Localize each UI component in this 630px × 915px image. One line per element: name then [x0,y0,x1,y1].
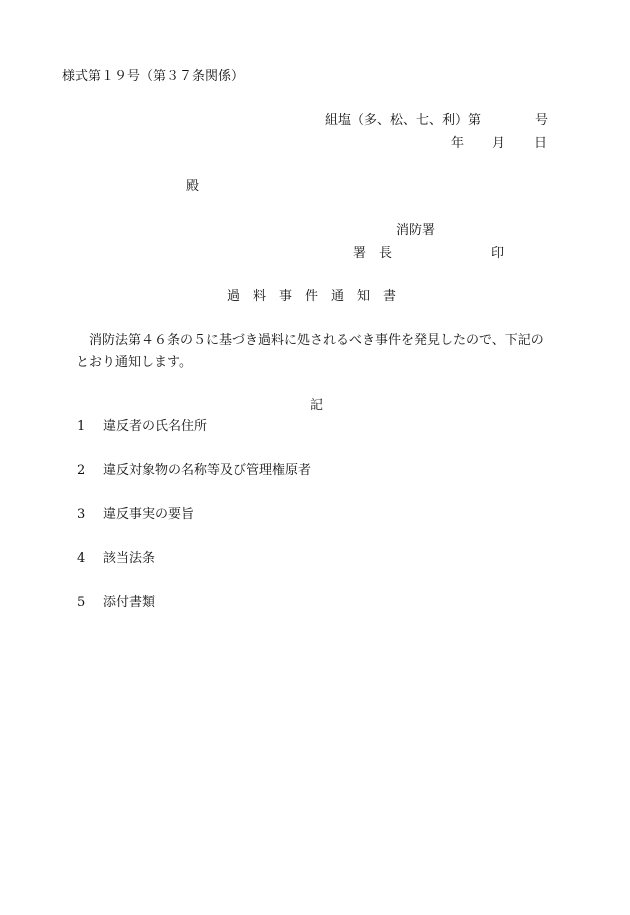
list-item-number: 5 [77,595,86,610]
list-item-text: 該当法条 [103,551,156,566]
body-text-line-1: 消防法第４６条の５に基づき過料に処されるべき事件を発見したので、下記の [89,333,544,348]
date-year-label: 年 [451,136,465,151]
document-number-prefix: 組塩（多、松、七、利）第 [325,113,482,128]
list-item [77,507,194,523]
recipient-honorific: 殿 [186,179,200,194]
date-month-label: 月 [492,136,506,151]
list-item-text: 違反事実の要旨 [103,507,195,522]
list-item-text: 添付書類 [103,595,156,610]
list-item-text: 違反対象物の名称等及び管理権原者 [103,463,312,478]
form-number: 様式第１９号（第３７条関係） [62,69,245,84]
list-item [77,595,155,611]
list-item-number: 4 [77,551,86,566]
sender-department: 消防署 [396,223,436,238]
list-item-number: 1 [77,419,86,434]
sender-title: 署 長 [353,246,393,261]
date-day-label: 日 [534,136,548,151]
document-number-suffix: 号 [535,113,549,128]
seal-mark: 印 [491,246,505,261]
list-item [77,463,311,479]
list-item-text: 違反者の氏名住所 [103,419,208,434]
document-title: 過 料 事 件 通 知 書 [227,289,397,304]
list-item [77,419,207,435]
body-text-line-2: とおり通知します。 [76,355,192,370]
list-item-number: 2 [77,463,86,478]
list-item [77,551,155,567]
notation-heading: 記 [310,398,324,413]
list-item-number: 3 [77,507,86,522]
